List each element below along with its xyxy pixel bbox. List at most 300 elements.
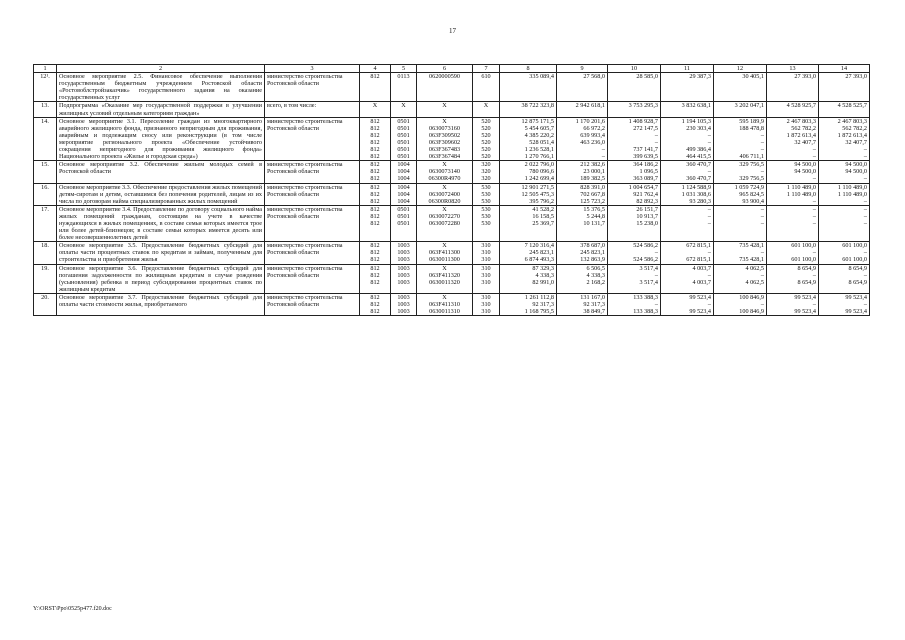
data-column-cell	[608, 102, 661, 117]
data-value: –	[654, 249, 658, 257]
data-value: –	[601, 146, 605, 154]
data-value: 0630072280	[429, 219, 460, 227]
data-value: 601 100,0	[791, 256, 816, 264]
data-value: –	[812, 271, 816, 279]
data-value: 15 238,0	[636, 219, 658, 227]
footer-file-path: Y:\ORST\Ppo\0525p477.f20.doc	[33, 606, 112, 612]
data-value: 10 131,7	[583, 219, 605, 227]
data-value: X	[442, 264, 447, 272]
data-value: 1 059 724,9	[734, 183, 764, 191]
data-value: X	[442, 183, 447, 191]
data-value: 499 386,4	[686, 146, 711, 154]
data-value: 063F367483	[428, 146, 461, 154]
data-value: 100 846,9	[739, 293, 764, 301]
data-value: 812	[370, 175, 380, 183]
data-value: 0630073140	[429, 168, 460, 176]
data-value: 812	[370, 242, 380, 250]
data-value: 4 338,3	[535, 271, 554, 279]
data-value: 0630011320	[429, 278, 460, 286]
data-value: –	[863, 175, 867, 183]
data-column-cell	[473, 183, 500, 205]
data-value: –	[812, 175, 816, 183]
data-value: X	[442, 102, 447, 110]
data-value: 100 846,9	[739, 308, 764, 316]
data-column-cell	[360, 117, 391, 161]
data-value: 99 523,4	[845, 308, 867, 316]
data-value: 29 387,3	[689, 73, 711, 81]
data-value: –	[812, 197, 816, 205]
data-column-cell	[473, 264, 500, 293]
data-column-cell	[360, 73, 391, 102]
data-value: 329 756,5	[739, 161, 764, 169]
data-column-cell	[360, 102, 391, 117]
data-value: 4 528 925,7	[786, 102, 816, 110]
data-value: 133 388,3	[633, 308, 658, 316]
data-value: 8 654,9	[797, 278, 816, 286]
data-column-cell	[661, 117, 714, 161]
data-value: –	[863, 146, 867, 154]
data-column-cell	[767, 102, 819, 117]
data-column-cell	[417, 183, 473, 205]
data-column-cell	[767, 161, 819, 183]
data-value: 1004	[397, 197, 410, 205]
data-value: 310	[481, 301, 491, 308]
data-value: X	[442, 293, 447, 301]
executor-cell: министерство строительства Ростовской области	[265, 117, 360, 161]
data-value: 812	[370, 197, 380, 205]
data-value: 530	[481, 183, 491, 191]
data-value: 812	[370, 153, 380, 161]
data-value: 524 586,2	[633, 242, 658, 250]
data-value: 131 167,0	[580, 293, 605, 301]
header-cell: 9	[557, 65, 608, 73]
executor-cell: министерство строительства Ростовской области	[265, 242, 360, 264]
data-value: 93 280,3	[689, 197, 711, 205]
data-column-cell	[767, 73, 819, 102]
data-value: 812	[370, 212, 380, 220]
data-column-cell	[661, 183, 714, 205]
row-number-cell: 12¹.	[34, 73, 57, 102]
data-value: –	[707, 249, 711, 257]
data-value: 12 875 171,5	[521, 117, 554, 125]
measure-description-cell: Основное мероприятие 3.6. Предоставление бюджетных субсидий для погашения задолженности по жилищным кредитам в случае рождения (усыновления) ребенка в период субсидирования процентных ставок по жилищным кредитам	[57, 264, 265, 293]
data-column-cell	[608, 264, 661, 293]
row-number-cell: 14.	[34, 117, 57, 161]
data-value: 1003	[397, 278, 410, 286]
data-value: 3 202 047,1	[734, 102, 764, 110]
data-value: 0501	[397, 205, 410, 213]
data-column-cell	[767, 183, 819, 205]
data-value: –	[654, 271, 658, 279]
data-value: 230 303,4	[686, 124, 711, 132]
header-cell: 4	[360, 65, 391, 73]
data-value: 3 832 638,1	[681, 102, 711, 110]
data-value: 737 141,7	[633, 146, 658, 154]
data-column-cell	[819, 117, 870, 161]
data-value: X	[442, 205, 447, 213]
data-column-cell	[417, 117, 473, 161]
data-value: 1 110 489,0	[837, 190, 867, 198]
data-value: 702 667,8	[580, 190, 605, 198]
data-value: 524 586,2	[633, 256, 658, 264]
data-value: 0501	[397, 131, 410, 139]
data-column-cell	[661, 73, 714, 102]
data-value: 063F309502	[428, 131, 461, 139]
data-value: 8 654,9	[797, 264, 816, 272]
data-value: –	[707, 212, 711, 220]
data-value: 601 100,0	[791, 242, 816, 250]
data-value: –	[863, 249, 867, 257]
data-column-cell	[417, 73, 473, 102]
data-value: X	[442, 242, 447, 250]
data-value: –	[863, 197, 867, 205]
data-value: –	[760, 271, 764, 279]
data-value: 1004	[397, 175, 410, 183]
data-value: 1 004 654,7	[628, 183, 658, 191]
data-value: 320	[481, 175, 491, 183]
data-column-cell	[473, 117, 500, 161]
data-column-cell	[557, 205, 608, 241]
data-column-cell	[714, 242, 767, 264]
row-number-cell: 15.	[34, 161, 57, 183]
data-value: –	[812, 301, 816, 308]
data-column-cell	[473, 102, 500, 117]
data-value: 12 505 475,3	[521, 190, 554, 198]
data-column-cell	[500, 205, 557, 241]
data-column-cell	[819, 183, 870, 205]
row-number-cell: 16.	[34, 183, 57, 205]
data-value: 1003	[397, 249, 410, 257]
data-column-cell	[391, 161, 417, 183]
data-value: –	[812, 153, 816, 161]
data-column-cell	[819, 293, 870, 315]
data-value: 1004	[397, 168, 410, 176]
data-value: 399 639,5	[633, 153, 658, 161]
data-value: 812	[370, 249, 380, 257]
data-column-cell	[767, 117, 819, 161]
data-column-cell	[360, 293, 391, 315]
executor-cell: министерство строительства Ростовской области	[265, 293, 360, 315]
data-value: 1 872 613,4	[837, 131, 867, 139]
data-value: 063F411300	[428, 249, 461, 257]
data-value: 3 753 295,3	[628, 102, 658, 110]
data-column-cell	[819, 242, 870, 264]
header-cell: 1	[34, 65, 57, 73]
data-value: –	[812, 219, 816, 227]
data-value: 0501	[397, 219, 410, 227]
data-value: 329 756,5	[739, 175, 764, 183]
data-value: 212 382,6	[580, 161, 605, 169]
data-value: 063F411310	[428, 301, 461, 308]
data-value: –	[812, 146, 816, 154]
data-value: 94 500,0	[794, 161, 816, 169]
data-value: 520	[481, 153, 491, 161]
data-column-cell	[391, 117, 417, 161]
data-value: 25 369,7	[532, 219, 554, 227]
data-value: 520	[481, 117, 491, 125]
page-number: 17	[449, 27, 456, 35]
data-column-cell	[473, 161, 500, 183]
data-value: –	[654, 131, 658, 139]
data-value: 0620000590	[429, 73, 460, 81]
data-column-cell	[661, 264, 714, 293]
data-value: 4 338,3	[586, 271, 605, 279]
data-value: 1 124 588,9	[681, 183, 711, 191]
data-column-cell	[391, 205, 417, 241]
data-value: 133 388,3	[633, 293, 658, 301]
data-value: 99 523,4	[689, 308, 711, 316]
data-value: 520	[481, 124, 491, 132]
data-column-cell	[557, 293, 608, 315]
data-value: 8 654,9	[848, 278, 867, 286]
data-value: 1 110 489,0	[786, 183, 816, 191]
data-value: 4 385 220,2	[524, 131, 554, 139]
data-column-cell	[714, 293, 767, 315]
data-value: 0630073160	[429, 124, 460, 132]
data-value: 063F411320	[428, 271, 461, 279]
data-column-cell	[714, 183, 767, 205]
executor-cell: министерство строительства Ростовской области	[265, 183, 360, 205]
data-value: –	[760, 138, 764, 146]
data-column-cell	[500, 117, 557, 161]
data-value: 595 189,9	[739, 117, 764, 125]
data-value: –	[863, 205, 867, 213]
data-value: 310	[481, 278, 491, 286]
header-cell: 3	[265, 65, 360, 73]
measure-description-cell: Основное мероприятие 3.4. Предоставление по договору социального найма жилых помещений гражданам, состоящим на учете в качестве нуждающихся в жилых помещениях, в составе семьи которых имеется трое или более детей-близнецов; в составе семьи которых имеется десять или более несовершеннолетних детей	[57, 205, 265, 241]
header-cell: 7	[473, 65, 500, 73]
header-cell: 11	[661, 65, 714, 73]
data-value: 27 393,0	[845, 73, 867, 81]
row-number-cell: 13.	[34, 102, 57, 117]
data-value: –	[812, 249, 816, 257]
data-value: 812	[370, 205, 380, 213]
header-cell: 6	[417, 65, 473, 73]
data-column-cell	[473, 205, 500, 241]
data-value: 06300R0820	[428, 197, 461, 205]
data-column-cell	[819, 205, 870, 241]
data-value: 1 168 795,5	[524, 308, 554, 316]
data-value: 520	[481, 138, 491, 146]
data-value: 812	[370, 183, 380, 191]
data-column-cell	[360, 242, 391, 264]
data-value: 528 051,4	[529, 138, 554, 146]
data-value: –	[707, 301, 711, 308]
data-value: –	[863, 301, 867, 308]
data-column-cell	[557, 242, 608, 264]
data-value: 0501	[397, 146, 410, 154]
data-value: 463 236,0	[580, 138, 605, 146]
header-cell: 10	[608, 65, 661, 73]
data-column-cell	[417, 264, 473, 293]
data-column-cell	[360, 264, 391, 293]
data-column-cell	[500, 73, 557, 102]
data-value: 0113	[397, 73, 410, 81]
measure-description-cell: Основное мероприятие 2.5. Финансовое обеспечение выполнения государственным бюджетным учреждением Ростовской области «Ростовоблстройзаказчик» государственного задания на оказание государственных услуг	[57, 73, 265, 102]
data-value: –	[760, 249, 764, 257]
data-column-cell	[608, 161, 661, 183]
data-value: 4 003,7	[692, 264, 711, 272]
data-value: 38 849,7	[583, 308, 605, 316]
data-value: –	[654, 301, 658, 308]
data-column-cell	[661, 242, 714, 264]
data-value: –	[760, 212, 764, 220]
table-row	[34, 73, 870, 102]
data-value: 530	[481, 212, 491, 220]
data-column-cell	[500, 264, 557, 293]
data-value: 1 110 489,0	[837, 183, 867, 191]
data-value: 189 382,5	[580, 175, 605, 183]
data-column-cell	[391, 264, 417, 293]
data-value: 4 062,5	[745, 278, 764, 286]
data-value: –	[760, 301, 764, 308]
data-column-cell	[767, 242, 819, 264]
data-value: 93 900,4	[742, 197, 764, 205]
data-column-cell	[360, 205, 391, 241]
data-column-cell	[557, 183, 608, 205]
data-value: –	[760, 131, 764, 139]
data-value: 1003	[397, 242, 410, 250]
data-value: 1 408 928,7	[628, 117, 658, 125]
data-value: 310	[481, 256, 491, 264]
data-column-cell	[767, 293, 819, 315]
data-value: 4 003,7	[692, 278, 711, 286]
data-value: 8 654,9	[848, 264, 867, 272]
data-value: 27 568,0	[583, 73, 605, 81]
data-value: –	[707, 138, 711, 146]
data-value: –	[707, 168, 711, 176]
data-value: 1003	[397, 301, 410, 308]
data-value: –	[760, 168, 764, 176]
data-column-cell	[557, 73, 608, 102]
data-column-cell	[557, 161, 608, 183]
data-value: 0501	[397, 117, 410, 125]
data-value: 41 528,2	[532, 205, 554, 213]
data-column-cell	[819, 73, 870, 102]
row-number-cell: 20.	[34, 293, 57, 315]
data-column-cell	[500, 242, 557, 264]
data-value: 32 407,7	[845, 138, 867, 146]
data-column-cell	[557, 102, 608, 117]
data-value: 4 528 525,7	[837, 102, 867, 110]
data-value: 27 393,0	[794, 73, 816, 81]
data-value: 99 523,4	[794, 293, 816, 301]
header-cell: 8	[500, 65, 557, 73]
measure-description-cell: Основное мероприятие 3.2. Обеспечение жильем молодых семей в Ростовской области	[57, 161, 265, 183]
data-value: 87 329,3	[532, 264, 554, 272]
data-column-cell	[360, 183, 391, 205]
data-value: 1004	[397, 190, 410, 198]
data-value: 310	[481, 308, 491, 316]
data-value: –	[707, 271, 711, 279]
data-column-cell	[417, 161, 473, 183]
data-value: 812	[370, 161, 380, 169]
table-row	[34, 242, 870, 264]
data-value: 363 089,7	[633, 175, 658, 183]
data-value: 601 100,0	[842, 242, 867, 250]
data-value: 245 823,1	[580, 249, 605, 257]
data-value: 562 782,2	[842, 124, 867, 132]
data-value: 828 391,0	[580, 183, 605, 191]
header-cell: 13	[767, 65, 819, 73]
program-table	[33, 64, 870, 316]
data-value: 780 096,6	[529, 168, 554, 176]
data-value: 812	[370, 271, 380, 279]
data-value: 245 823,1	[529, 249, 554, 257]
data-value: 272 147,5	[633, 124, 658, 132]
data-value: 0501	[397, 138, 410, 146]
data-value: 1004	[397, 183, 410, 191]
data-column-cell	[391, 73, 417, 102]
data-value: 395 796,2	[529, 197, 554, 205]
header-cell: 12	[714, 65, 767, 73]
data-value: 94 500,0	[794, 168, 816, 176]
data-value: –	[601, 153, 605, 161]
data-value: 15 376,5	[583, 205, 605, 213]
header-cell: 2	[57, 65, 265, 73]
data-value: –	[812, 205, 816, 213]
data-value: 063F367484	[428, 153, 461, 161]
data-value: –	[863, 271, 867, 279]
data-column-cell	[714, 73, 767, 102]
data-column-cell	[557, 264, 608, 293]
data-value: 2 467 803,3	[837, 117, 867, 125]
data-value: 1 261 112,8	[524, 293, 554, 301]
data-value: 520	[481, 146, 491, 154]
data-value: 1 096,5	[639, 168, 658, 176]
data-value: 530	[481, 197, 491, 205]
measure-description-cell: Основное мероприятие 3.1. Переселение граждан из многоквартирного аварийного жилищного фонда, признанного непригодным для проживания, аварийным и подлежащим сносу или реконструкции (в том числе мероприятие регионального проекта «Обеспечение устойчивого сокращения непригодного для проживания жилищного фонда» Национального проекта «Жилье и городская среда»)	[57, 117, 265, 161]
data-value: 3 517,4	[639, 278, 658, 286]
data-value: 464 415,5	[686, 153, 711, 161]
data-value: 1 031 308,6	[681, 190, 711, 198]
program-table-wrapper	[33, 64, 869, 316]
data-value: 132 863,9	[580, 256, 605, 264]
data-value: 6 874 493,3	[524, 256, 554, 264]
data-value: 672 815,1	[686, 256, 711, 264]
executor-cell: всего, в том числе:	[265, 102, 360, 117]
executor-cell: министерство строительства Ростовской области	[265, 205, 360, 241]
data-value: 812	[370, 73, 380, 81]
data-value: 1003	[397, 293, 410, 301]
data-value: 99 523,4	[794, 308, 816, 316]
data-value: 360 470,7	[686, 175, 711, 183]
data-value: 921 762,4	[633, 190, 658, 198]
data-value: 335 089,4	[529, 73, 554, 81]
data-value: 672 815,1	[686, 242, 711, 250]
data-column-cell	[417, 205, 473, 241]
data-column-cell	[417, 102, 473, 117]
data-value: 06300R4970	[428, 175, 461, 183]
data-column-cell	[714, 205, 767, 241]
data-value: –	[707, 131, 711, 139]
executor-cell: министерство строительства Ростовской области	[265, 264, 360, 293]
data-value: 16 158,5	[532, 212, 554, 220]
data-column-cell	[714, 102, 767, 117]
row-number-cell: 19.	[34, 264, 57, 293]
data-column-cell	[360, 161, 391, 183]
data-value: –	[760, 219, 764, 227]
data-value: 360 470,7	[686, 161, 711, 169]
data-value: 735 428,1	[739, 242, 764, 250]
data-value: 1003	[397, 308, 410, 316]
data-column-cell	[391, 242, 417, 264]
data-value: 639 993,4	[580, 131, 605, 139]
data-value: 812	[370, 301, 380, 308]
data-value: 0630011310	[429, 308, 460, 316]
data-value: 38 722 323,8	[521, 102, 554, 110]
executor-cell: министерство строительства Ростовской области	[265, 161, 360, 183]
